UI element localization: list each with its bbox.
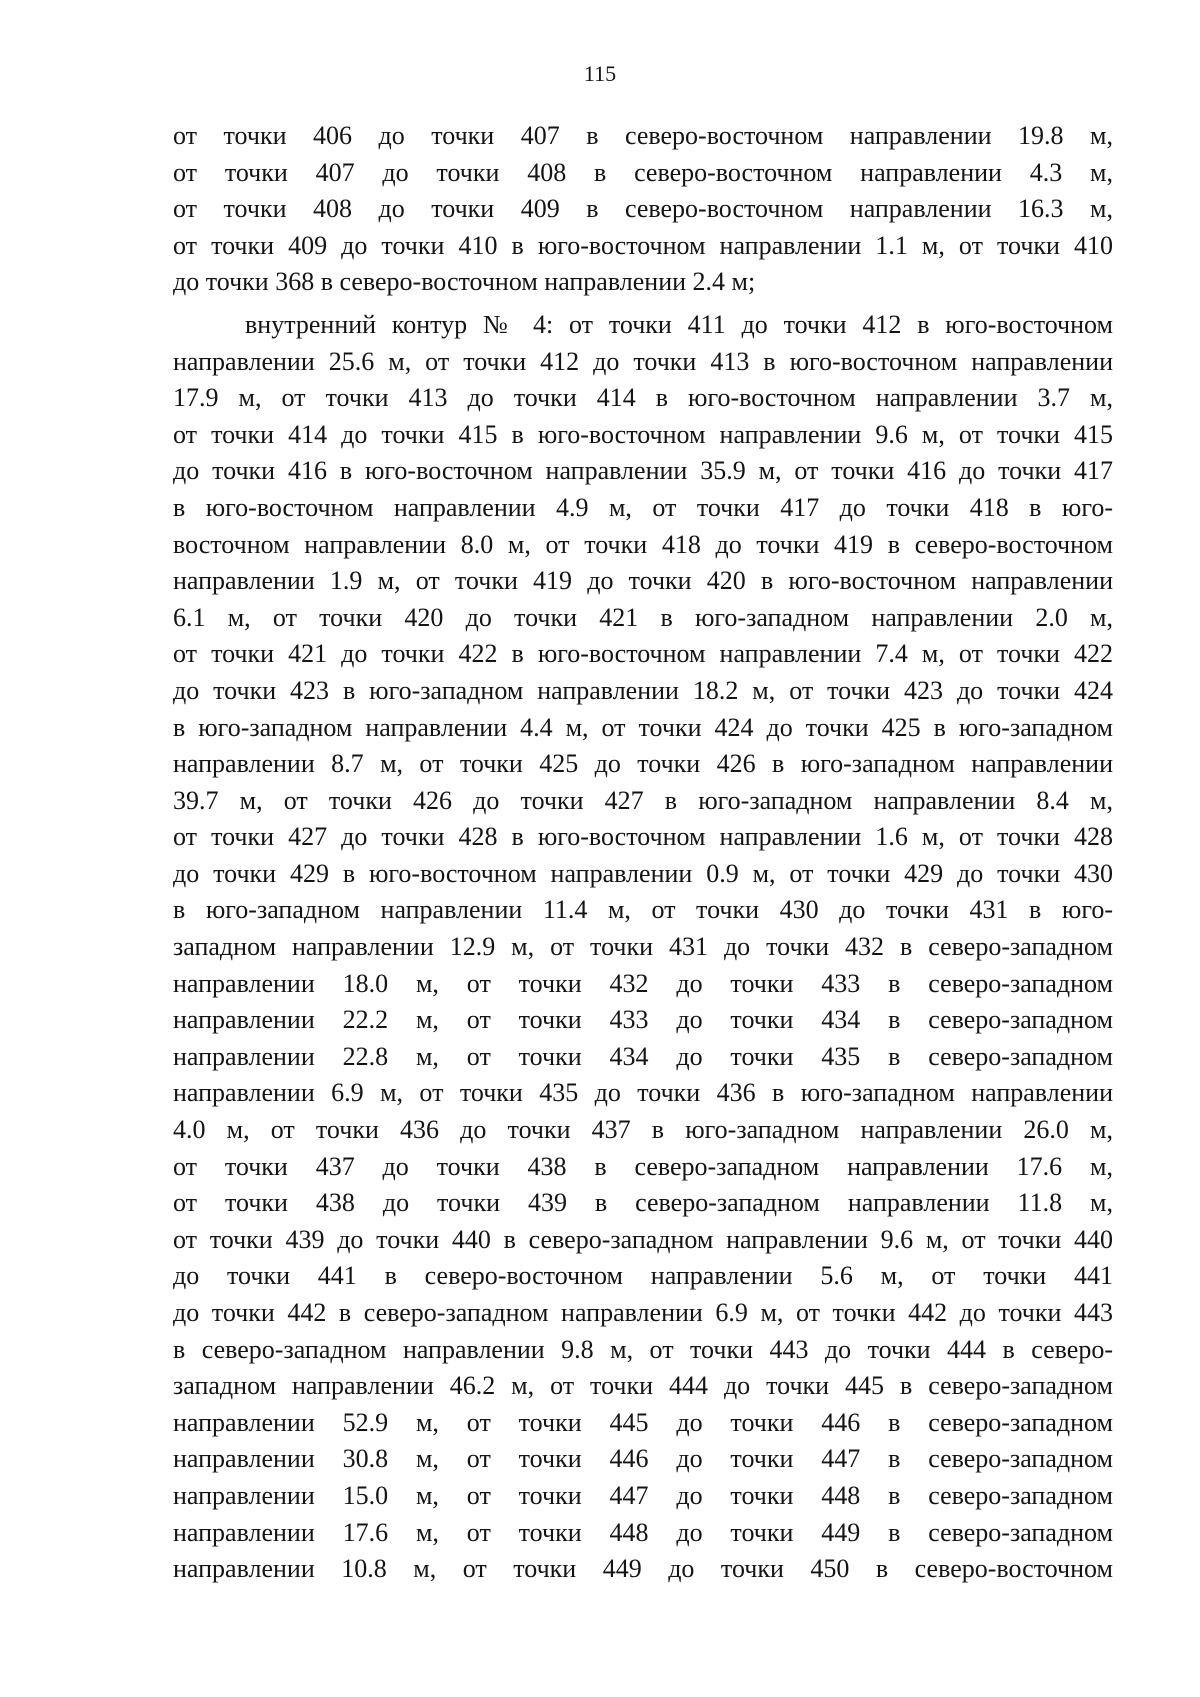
paragraph [173,118,1113,301]
text-line: внутренний контур № 4: от точки 411 до точки 412 в юго-восточном [245,309,1113,339]
page-number: 115 [583,61,617,86]
text-line: от точки 427 до точки 428 в юго-восточном направлении 1.6 м, от точки 428 [173,822,1113,852]
text-line: направлении 17.6 м, от точки 448 до точки 449 в северо-западном [173,1517,1113,1547]
text-line: восточном направлении 8.0 м, от точки 418 до точки 419 в северо-восточном [173,529,1113,559]
text-line: до точки 368 в северо-восточном направлении 2.4 м; [173,267,756,297]
text-line: от точки 421 до точки 422 в юго-восточном направлении 7.4 м, от точки 422 [173,639,1113,669]
text-line: направлении 6.9 м, от точки 435 до точки 436 в юго-западном направлении [173,1078,1113,1108]
text-line: направлении 22.2 м, от точки 433 до точки 434 в северо-западном [173,1005,1113,1035]
text-line: от точки 439 до точки 440 в северо-западном направлении 9.6 м, от точки 440 [173,1224,1113,1254]
text-line: до точки 442 в северо-западном направлении 6.9 м, от точки 442 до точки 443 [173,1298,1113,1327]
text-line: от точки 408 до точки 409 в северо-восточном направлении 16.3 м, [173,194,1113,224]
text-line: в юго-западном направлении 11.4 м, от точки 430 до точки 431 в юго- [173,895,1113,925]
text-line: направлении 52.9 м, от точки 445 до точки 446 в северо-западном [173,1407,1113,1437]
text-line: от точки 409 до точки 410 в юго-восточном направлении 1.1 м, от точки 410 [173,230,1113,260]
text-line: до точки 416 в юго-восточном направлении 35.9 м, от точки 416 до точки 417 [173,456,1113,486]
text-line: направлении 22.8 м, от точки 434 до точки 435 в северо-западном [173,1041,1113,1071]
text-line: от точки 414 до точки 415 в юго-восточном направлении 9.6 м, от точки 415 [173,419,1113,449]
text-line: от точки 406 до точки 407 в северо-восточном направлении 19.8 м, [173,121,1113,150]
body-text [173,118,1113,1588]
text-line: в юго-западном направлении 4.4 м, от точки 424 до точки 425 в юго-западном [173,712,1113,742]
text-line: направлении 15.0 м, от точки 447 до точки 448 в северо-западном [173,1480,1113,1510]
text-line: до точки 423 в юго-западном направлении 18.2 м, от точки 423 до точки 424 [173,675,1113,705]
text-line: в северо-западном направлении 9.8 м, от точки 443 до точки 444 в северо- [173,1334,1113,1364]
text-line: от точки 438 до точки 439 в северо-западном направлении 11.8 м, [173,1188,1113,1218]
text-line: 6.1 м, от точки 420 до точки 421 в юго-западном направлении 2.0 м, [173,602,1113,632]
text-line: направлении 1.9 м, от точки 419 до точки 420 в юго-восточном направлении [173,566,1113,596]
text-line: в юго-восточном направлении 4.9 м, от точки 417 до точки 418 в юго- [173,492,1113,522]
text-line: от точки 437 до точки 438 в северо-западном направлении 17.6 м, [173,1151,1113,1181]
text-line: направлении 25.6 м, от точки 412 до точки 413 в юго-восточном направлении [173,346,1113,376]
text-line: направлении 8.7 м, от точки 425 до точки 426 в юго-западном направлении [173,749,1113,779]
text-line: 17.9 м, от точки 413 до точки 414 в юго-восточном направлении 3.7 м, [173,383,1113,413]
text-line: 39.7 м, от точки 426 до точки 427 в юго-западном направлении 8.4 м, [173,785,1113,815]
text-line: западном направлении 12.9 м, от точки 431 до точки 432 в северо-западном [173,932,1113,962]
paragraph [173,307,1113,1588]
text-line: направлении 30.8 м, от точки 446 до точки 447 в северо-западном [173,1444,1113,1474]
text-line: до точки 441 в северо-восточном направлении 5.6 м, от точки 441 [173,1261,1113,1291]
text-line: направлении 10.8 м, от точки 449 до точки 450 в северо-восточном [173,1554,1113,1584]
text-line: от точки 407 до точки 408 в северо-восточном направлении 4.3 м, [173,157,1113,187]
text-line: до точки 429 в юго-восточном направлении 0.9 м, от точки 429 до точки 430 [173,858,1113,888]
text-line: 4.0 м, от точки 436 до точки 437 в юго-западном направлении 26.0 м, [173,1115,1113,1145]
text-line: западном направлении 46.2 м, от точки 444 до точки 445 в северо-западном [173,1371,1113,1401]
text-line: направлении 18.0 м, от точки 432 до точки 433 в северо-западном [173,968,1113,998]
